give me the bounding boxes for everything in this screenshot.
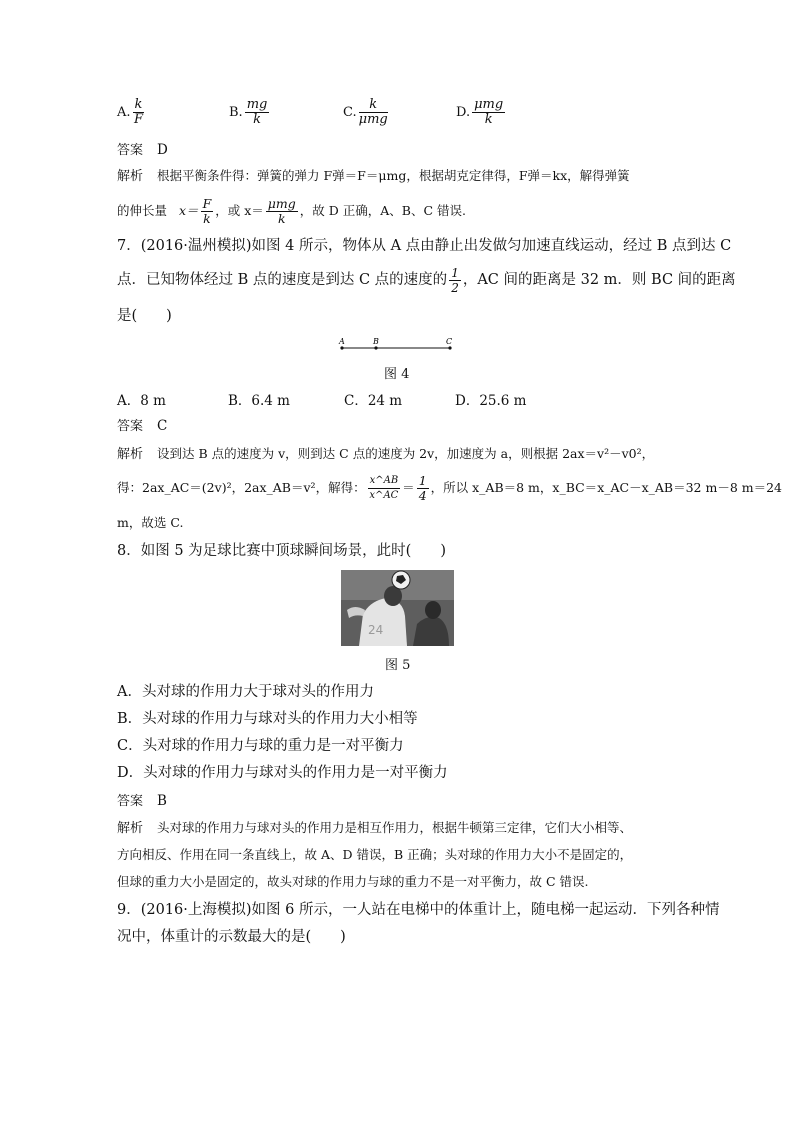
analysis-label: 解析 <box>117 169 144 184</box>
q8-option-a: A．头对球的作用力大于球对头的作用力 <box>117 684 374 700</box>
q8-option-c: C．头对球的作用力与球的重力是一对平衡力 <box>117 738 404 754</box>
q8-option-d: D．头对球的作用力与球对头的作用力是一对平衡力 <box>117 765 448 781</box>
q6-analysis-line1: 解析 根据平衡条件得：弹簧的弹力 F弹＝F＝μmg，根据胡克定律得，F弹＝kx，解得弹簧 <box>117 168 630 184</box>
answer-label: 答案 <box>117 143 144 158</box>
q9-stem-line1: 9．(2016·上海模拟)如图 6 所示，一人站在电梯中的体重计上，随电梯一起运动．下列各种情 <box>117 902 720 918</box>
point-a <box>340 346 343 349</box>
q7-option-a: A．8 m <box>117 393 166 409</box>
figure-4-diagram <box>330 334 460 356</box>
q8-analysis-line2: 方向相反、作用在同一条直线上，故 A、D 错误，B 正确；头对球的作用力大小不是固定的， <box>117 847 633 862</box>
answer-value: C <box>157 418 168 434</box>
point-b <box>374 346 377 349</box>
point-c <box>448 346 451 349</box>
q7-options <box>117 389 677 409</box>
q7-analysis-line2: 得：2ax_AC＝(2v)²，2ax_AB＝v²，解得： $\frac{x\^{}AB}{x\^{}AC}$ ＝ $\frac{1}{4}$ ，所以 x_AB＝8 m，x_BC＝x_AC－x_AB＝32 m－8 m＝24 <box>117 473 783 503</box>
q7-analysis-line3: m，故选 C. <box>117 515 184 530</box>
q9-stem-line2: 况中，体重计的示数最大的是( ) <box>117 929 346 945</box>
q7-answer <box>117 416 167 437</box>
q7-stem-line2: 点．已知物体经过 B 点的速度是到达 C 点的速度的 $\frac{1}{2}$ ，AC 间的距离是 32 m．则 BC 间的距离 <box>117 265 736 295</box>
label-b: B <box>373 337 379 346</box>
q7-analysis-line1: 解析 设到达 B 点的速度为 v，则到达 C 点的速度为 2v，加速度为 a，则根据 2ax＝v²－v0²， <box>117 446 655 462</box>
q6-analysis-line2: 的伸长量 x＝ $\frac{F}{k}$ ，或 x＝ $\frac{\text{μmg}}{k}$ ，故 D 正确，A、B、C 错误. <box>117 196 466 226</box>
player-red-head <box>425 601 441 619</box>
q6-options <box>117 98 677 134</box>
soccer-header-illustration <box>341 570 454 646</box>
label-c: C <box>446 337 453 346</box>
q6-option-b: B. $\frac{mg}{k}$ <box>229 97 268 127</box>
q7-option-c: C．24 m <box>344 393 403 409</box>
q7-stem-line3: 是( ) <box>117 308 172 324</box>
q7-option-d: D．25.6 m <box>455 393 527 409</box>
answer-label: 答案 <box>117 794 144 809</box>
q6-option-c: C. $\frac{k}{\text{μmg}}$ <box>343 97 388 127</box>
analysis-label: 解析 <box>117 821 144 836</box>
answer-label: 答案 <box>117 419 144 434</box>
q7-stem-line1: 7．(2016·温州模拟)如图 4 所示，物体从 A 点由静止出发做匀加速直线运动，经过 B 点到达 C <box>117 238 732 254</box>
figure-5-caption: 图 5 <box>385 658 411 673</box>
q8-analysis-line1: 解析 头对球的作用力与球对头的作用力是相互作用力，根据牛顿第三定律，它们大小相等、 <box>117 820 633 836</box>
answer-value: B <box>157 793 167 809</box>
analysis-label: 解析 <box>117 447 144 462</box>
figure-4-caption: 图 4 <box>384 367 410 382</box>
q8-stem-line1: 8．如图 5 为足球比赛中顶球瞬间场景，此时( ) <box>117 543 446 559</box>
label-a: A <box>339 337 345 346</box>
q8-option-b: B．头对球的作用力与球对头的作用力大小相等 <box>117 711 418 727</box>
q6-option-a: A. $\frac{k}{F}$ <box>117 97 143 127</box>
jersey-number: 24 <box>368 623 384 637</box>
answer-value: D <box>157 142 168 158</box>
q6-answer <box>117 140 168 161</box>
q8-answer <box>117 791 167 812</box>
q8-analysis-line3: 但球的重力大小是固定的，故头对球的作用力与球的重力不是一对平衡力，故 C 错误. <box>117 874 589 889</box>
q6-option-d: D. $\frac{\text{μmg}}{k}$ <box>456 97 504 127</box>
q7-option-b: B．6.4 m <box>228 393 290 409</box>
figure-5-photo <box>341 570 454 646</box>
